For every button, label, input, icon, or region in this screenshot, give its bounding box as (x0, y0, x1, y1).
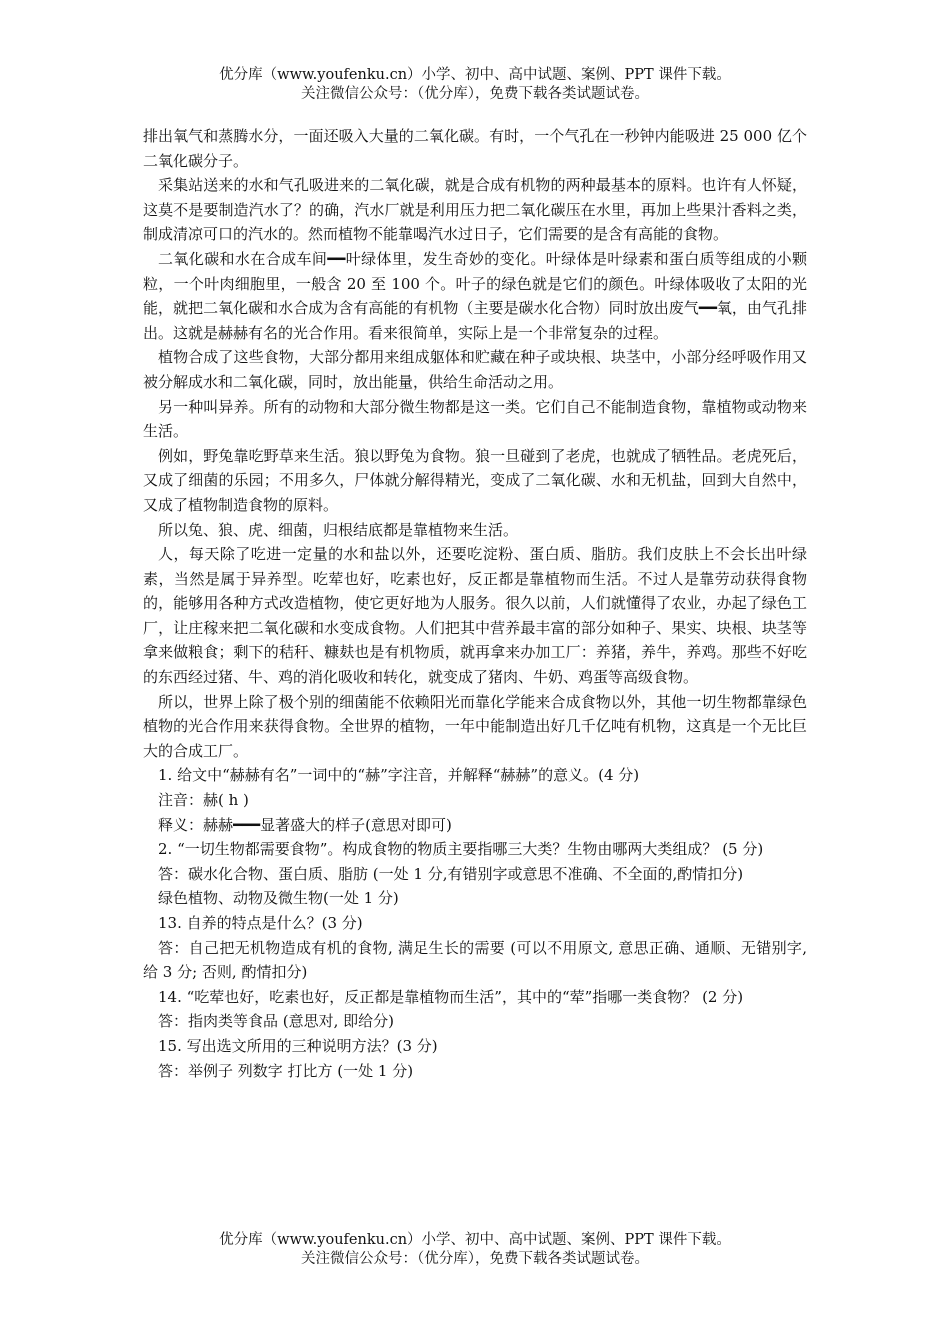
question-15: 15. 写出选文所用的三种说明方法？(3 分) (158, 1036, 438, 1055)
question-2: 2. “一切生物都需要食物”。构成食物的物质主要指哪三大类？生物由哪两大类组成？ (5 分) (158, 840, 764, 859)
paragraph-4: 另一种叫异养。所有的动物和大部分微生物都是这一类。它们自己不能制造食物，靠植物或动物来生活。 (143, 397, 807, 441)
paragraph-6: 所以兔、狼、虎、细菌，归根结底都是靠植物来生活。 (158, 520, 519, 539)
paragraph-8: 所以，世界上除了极个别的细菌能不依赖阳光而靠化学能来合成食物以外，其他一切生物都靠绿色植物的光合作用来获得食物。全世界的植物，一年中能制造出好几千亿吨有机物，这真是一个无比巨大的合成工厂。 (143, 692, 807, 760)
paragraph-3: 植物合成了这些食物，大部分都用来组成躯体和贮藏在种子或块根、块茎中，小部分经呼吸作用又被分解成水和二氧化碳，同时，放出能量，供给生命活动之用。 (143, 348, 807, 391)
answer-14: 答：指肉类等食品 (意思对, 即给分) (158, 1012, 395, 1031)
question-1: 1. 给文中“赫赫有名”一词中的“赫”字注音，并解释“赫赫”的意义。(4 分) (158, 766, 640, 785)
paragraph-1: 采集站送来的水和气孔吸进来的二氧化碳，就是合成有机物的两种最基本的原料。也许有人怀疑，这莫不是要制造汽水了？的确，汽水厂就是利用压力把二氧化碳压在水里，再加上些果汁香料之类，制成清凉可口的汽水的。然而植物不能靠喝汽水过日子，它们需要的是含有高能的食物。 (143, 176, 807, 244)
question-14: 14. “吃荤也好，吃素也好，反正都是靠植物而生活”，其中的“荤”指哪一类食物？ (2 分) (158, 987, 744, 1006)
paragraph-7: 人，每天除了吃进一定量的水和盐以外，还要吃淀粉、蛋白质、脂肪。我们皮肤上不会长出叶绿素，当然是属于异养型。吃荤也好，吃素也好，反正都是靠植物而生活。不过人是靠劳动获得食物的，能够用各种方式改造植物，使它更好地为人服务。很久以前，人们就懂得了农业，办起了绿色工厂，让庄稼来把二氧化碳和水变成食物。人们把其中营养最丰富的部分如种子、果实、块根、块茎等拿来做粮食；剩下的秸秆、糠麸也是有机物质，就再拿来办加工厂：养猪，养牛，养鸡。那些不好吃的东西经过猪、牛、鸡的消化吸收和转化，就变成了猪肉、牛奶、鸡蛋等高级食物。 (143, 545, 807, 687)
answer-1-meaning: 释义：赫赫━━━显著盛大的样子(意思对即可) (158, 815, 452, 834)
answer-2-part-1: 答：碳水化合物、蛋白质、脂肪 (一处 1 分,有错别字或意思不准确、不全面的,酌情扣分) (158, 864, 744, 883)
footer-line-2: 关注微信公众号：（优分库），免费下载各类试题试卷。 (301, 1251, 649, 1267)
header-line-1: 优分库（www.youfenku.cn）小学、初中、高中试题、案例、PPT 课件下载。 (219, 67, 731, 83)
answer-13: 答：自己把无机物造成有机的食物, 满足生长的需要 (可以不用原文, 意思正确、通顺、无错别字, 给 3 分; 否则, 酌情扣分) (143, 938, 807, 982)
paragraph-5: 例如，野兔靠吃野草来生活。狼以野兔为食物。狼一旦碰到了老虎，也就成了牺牲品。老虎死后，又成了细菌的乐园；不用多久，尸体就分解得精光，变成了二氧化碳、水和无机盐，回到大自然中，又成了植物制造食物的原料。 (143, 446, 807, 514)
answer-1-pinyin: 注音：赫( h ) (158, 791, 249, 810)
page-footer (0, 1231, 950, 1269)
document-body (143, 124, 807, 1083)
paragraph-2: 二氧化碳和水在合成车间━━叶绿体里，发生奇妙的变化。叶绿体是叶绿素和蛋白质等组成的小颗粒，一个叶肉细胞里，一般含 20 至 100 个。叶子的绿色就是它们的颜色。叶绿体吸收了太阳的光能，就把二氧化碳和水合成为含有高能的有机物（主要是碳水化合物）同时放出废气━━氧，由气孔排出。这就是赫赫有名的光合作用。看来很简单，实际上是一个非常复杂的过程。 (143, 249, 807, 342)
header-line-2: 关注微信公众号：（优分库），免费下载各类试题试卷。 (301, 86, 649, 102)
answer-15: 答：举例子 列数字 打比方 (一处 1 分) (158, 1061, 414, 1080)
page-header (0, 66, 950, 104)
question-13: 13. 自养的特点是什么？(3 分) (158, 914, 363, 932)
footer-line-1: 优分库（www.youfenku.cn）小学、初中、高中试题、案例、PPT 课件下载。 (219, 1232, 731, 1248)
paragraph-0: 排出氧气和蒸腾水分，一面还吸入大量的二氧化碳。有时，一个气孔在一秒钟内能吸进 25 000 亿个二氧化碳分子。 (143, 127, 807, 170)
answer-2-part-2: 绿色植物、动物及微生物(一处 1 分) (158, 889, 399, 908)
